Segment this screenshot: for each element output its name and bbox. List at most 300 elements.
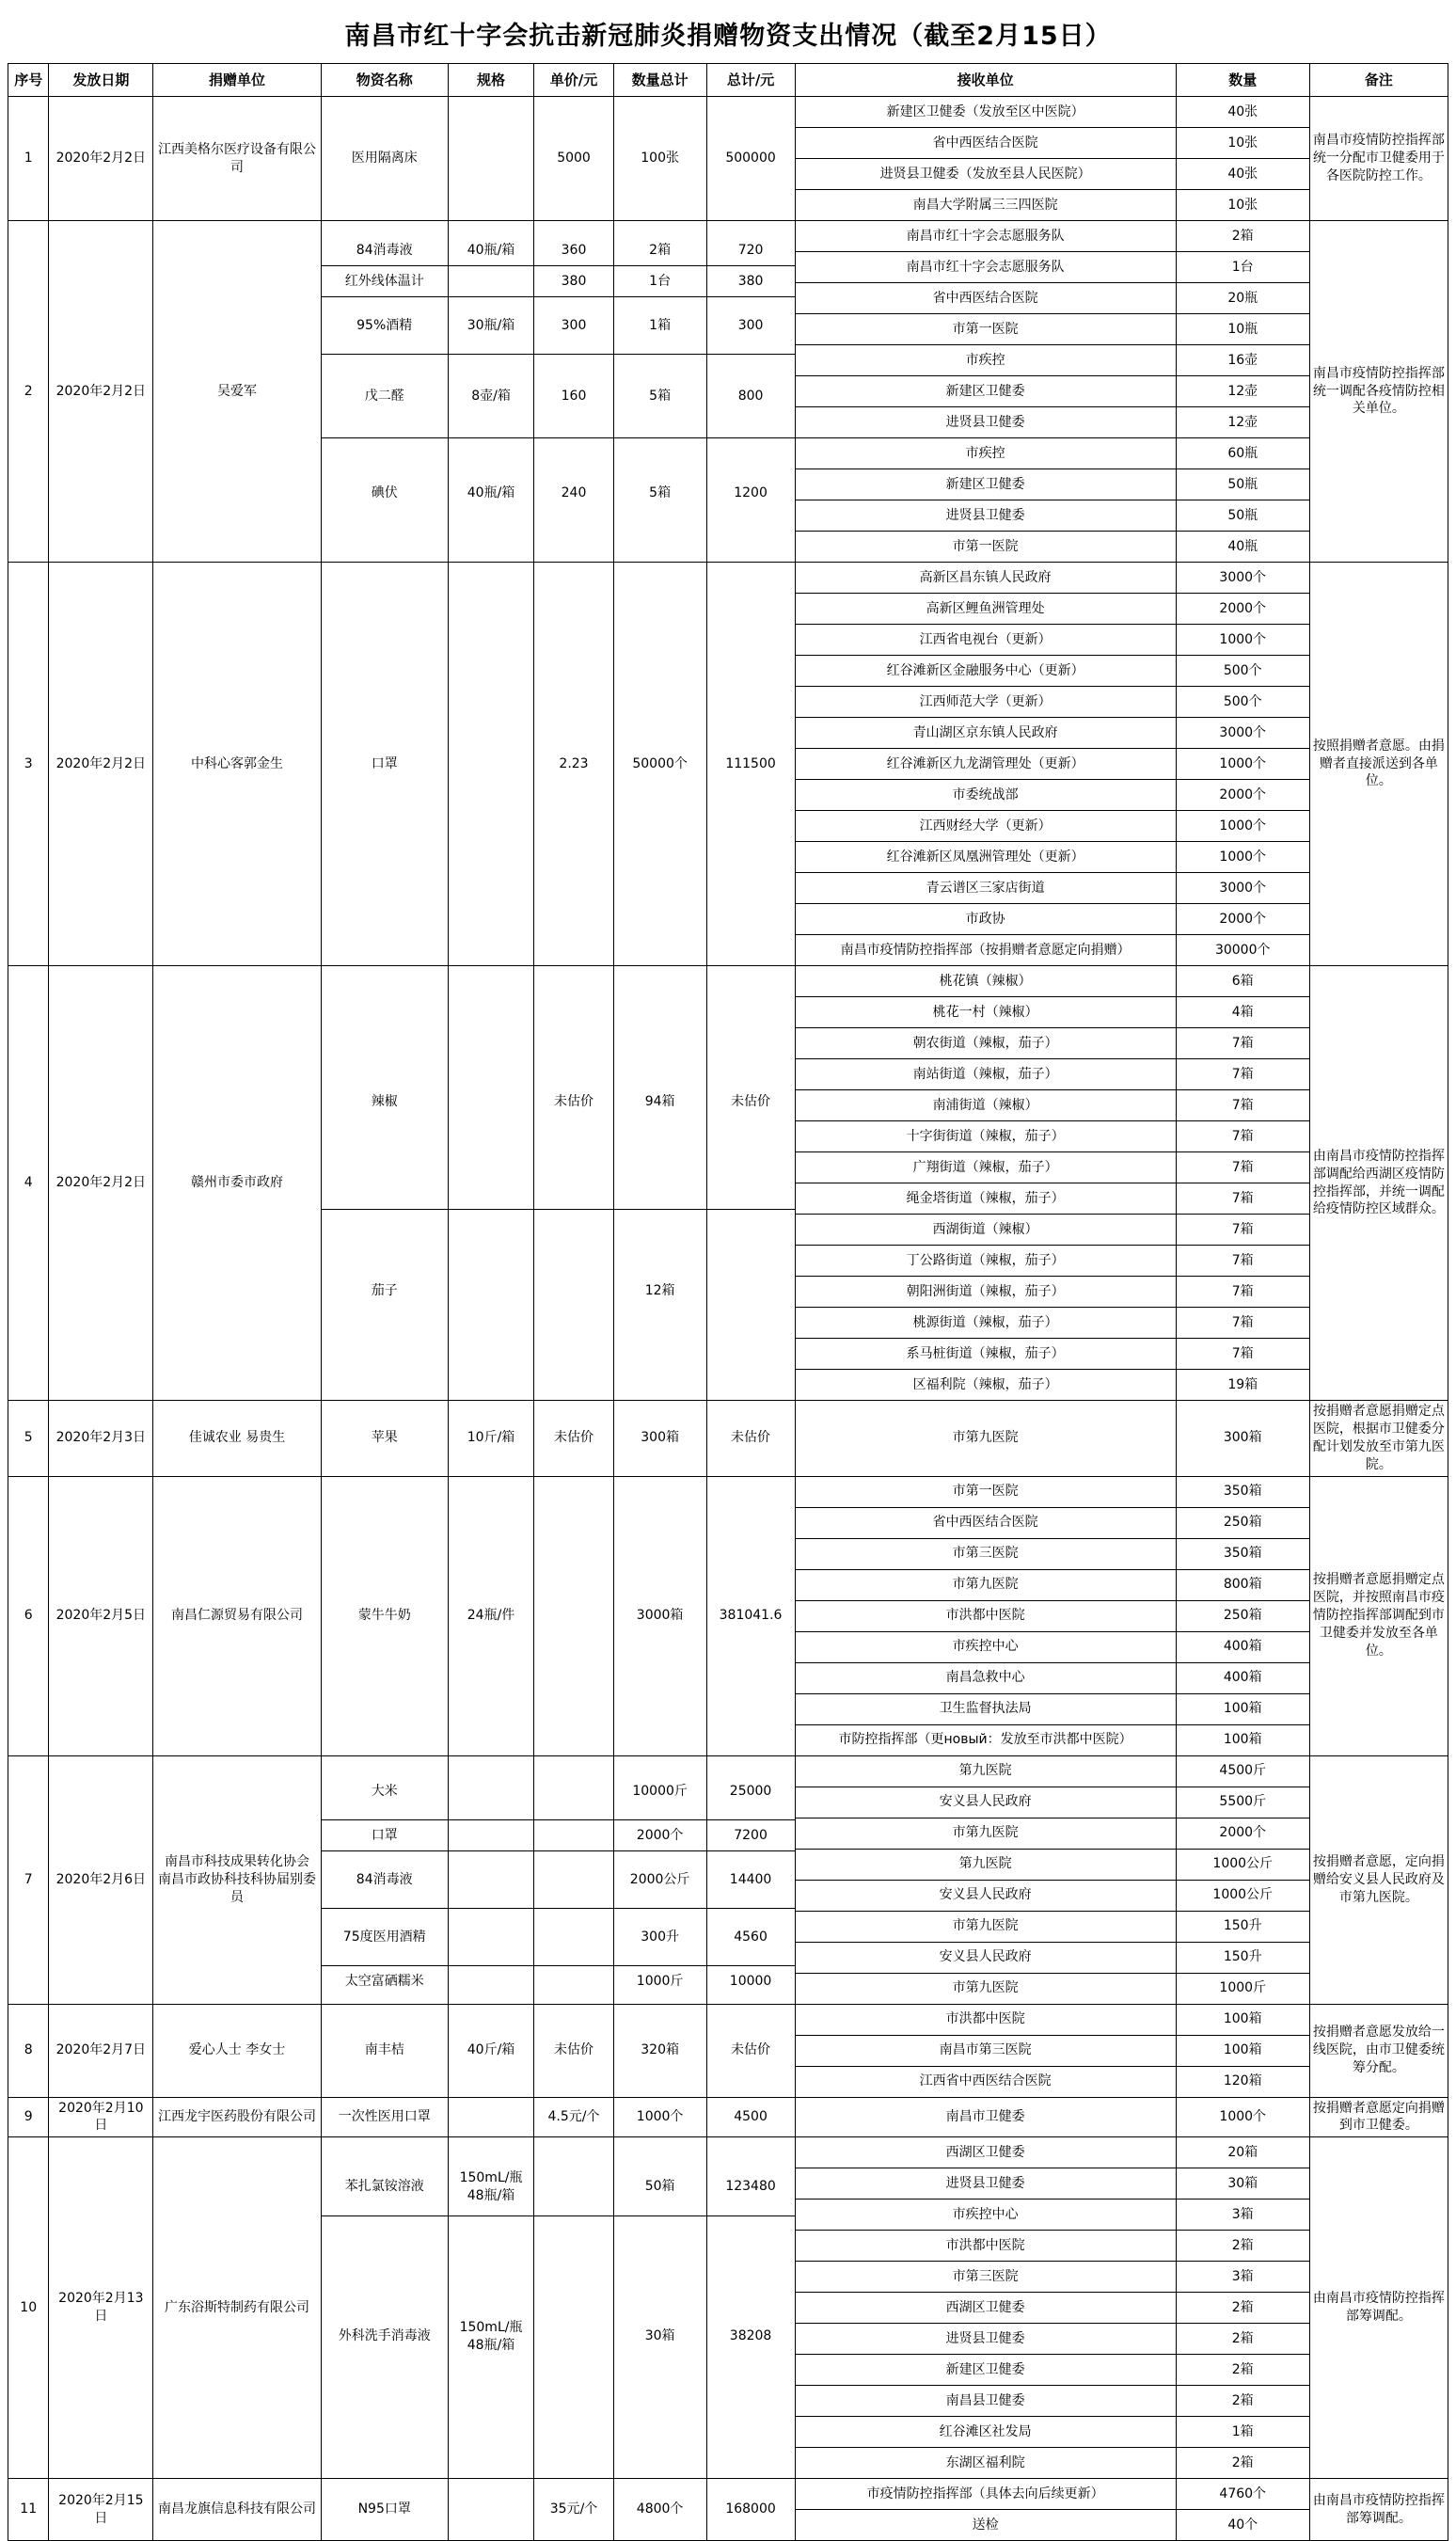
item-quantity: 30箱 xyxy=(614,2215,706,2457)
item-amount-total: 800 xyxy=(707,355,795,438)
receiver-unit: 西湖区卫健委 xyxy=(796,2137,1176,2168)
row-item-specs xyxy=(448,2004,534,2097)
item-unit-price xyxy=(534,1851,612,1909)
row-item-prices xyxy=(534,966,613,1401)
receiver-amount: 2箱 xyxy=(1177,2386,1309,2417)
row-remark: 按捐赠者意愿捐赠定点医院，根据市卫健委分配计划发放至市第九医院。 xyxy=(1309,1401,1448,1477)
row-item-names xyxy=(321,1401,448,1477)
row-no: 10 xyxy=(8,2137,49,2479)
row-item-qty xyxy=(613,1401,706,1477)
item-quantity: 5箱 xyxy=(614,438,706,548)
receiver-amount: 50瓶 xyxy=(1177,500,1309,532)
receiver-unit: 南昌急救中心 xyxy=(796,1662,1176,1693)
row-item-total xyxy=(706,966,795,1401)
item-unit-price xyxy=(534,1210,612,1373)
row-receivers xyxy=(795,2097,1176,2137)
receiver-amount: 4760个 xyxy=(1177,2479,1309,2510)
receiver-amount: 3箱 xyxy=(1177,2262,1309,2293)
row-receivers xyxy=(795,966,1176,1401)
receiver-unit: 市委统战部 xyxy=(796,780,1176,811)
row-item-prices xyxy=(534,2479,613,2541)
receiver-unit: 新建区卫健委 xyxy=(796,2355,1176,2386)
receiver-amount: 3000个 xyxy=(1177,563,1309,594)
col-item-name: 物资名称 xyxy=(321,64,448,97)
item-name: 红外线体温计 xyxy=(322,266,448,297)
table-row xyxy=(8,97,1448,221)
row-item-specs xyxy=(448,1755,534,2004)
item-quantity: 2000个 xyxy=(614,1820,706,1851)
receiver-amount: 6箱 xyxy=(1177,966,1309,997)
item-quantity: 5箱 xyxy=(614,355,706,438)
row-donor: 爱心人士 李女士 xyxy=(153,2004,321,2097)
receiver-unit: 广翔街道（辣椒，茄子） xyxy=(796,1152,1176,1183)
receiver-unit: 红谷滩新区凤凰洲管理处（更新） xyxy=(796,842,1176,873)
receiver-unit: 高新区昌东镇人民政府 xyxy=(796,563,1176,594)
row-date: 2020年2月6日 xyxy=(49,1755,153,2004)
item-amount-total xyxy=(707,1210,795,1373)
receiver-unit: 省中西医结合医院 xyxy=(796,283,1176,314)
receiver-amount: 3000个 xyxy=(1177,873,1309,904)
item-quantity: 12箱 xyxy=(614,1210,706,1373)
item-quantity: 100张 xyxy=(641,151,679,167)
item-amount-total: 381041.6 xyxy=(719,1608,783,1624)
item-quantity: 300升 xyxy=(614,1909,706,1966)
item-name: 蒙牛牛奶 xyxy=(357,1608,411,1624)
row-no: 2 xyxy=(8,221,49,563)
row-item-total xyxy=(706,221,795,563)
item-name: 大米 xyxy=(322,1763,448,1820)
row-item-specs xyxy=(448,221,534,563)
item-name: 84消毒液 xyxy=(322,235,448,266)
receiver-unit: 江西省电视台（更新） xyxy=(796,625,1176,656)
receiver-unit: 西湖区卫健委 xyxy=(796,2293,1176,2324)
col-spec: 规格 xyxy=(448,64,534,97)
item-name: 口罩 xyxy=(322,1820,448,1851)
receiver-amount: 2000个 xyxy=(1177,780,1309,811)
item-quantity: 320箱 xyxy=(641,2042,679,2058)
row-receiver-amounts xyxy=(1176,2137,1309,2479)
table-row xyxy=(8,2004,1448,2097)
receiver-amount: 120箱 xyxy=(1177,2066,1309,2097)
receiver-unit: 新建区卫健委 xyxy=(796,469,1176,500)
receiver-amount: 7箱 xyxy=(1177,1246,1309,1277)
item-unit-price: 300 xyxy=(534,297,612,355)
receiver-unit: 桃花一村（辣椒） xyxy=(796,997,1176,1028)
receiver-unit: 市洪都中医院 xyxy=(796,1600,1176,1631)
receiver-unit: 红谷滩新区九龙湖管理处（更新） xyxy=(796,749,1176,780)
receiver-amount: 1000个 xyxy=(1177,811,1309,842)
receiver-unit: 送检 xyxy=(796,2510,1176,2541)
row-donor: 江西美格尔医疗设备有限公司 xyxy=(153,97,321,221)
item-unit-price xyxy=(534,1909,612,1966)
receiver-amount: 350箱 xyxy=(1177,1477,1309,1508)
row-receivers xyxy=(795,1401,1176,1477)
item-quantity: 1箱 xyxy=(614,297,706,355)
row-donor: 广东浴斯特制药有限公司 xyxy=(153,2137,321,2479)
item-amount-total: 300 xyxy=(707,297,795,355)
item-amount-total: 4560 xyxy=(707,1909,795,1966)
receiver-amount: 4500斤 xyxy=(1177,1756,1309,1787)
row-remark: 由南昌市疫情防控指挥部筹调配。 xyxy=(1309,2479,1448,2541)
item-spec: 10斤/箱 xyxy=(467,1430,515,1446)
receiver-amount: 100箱 xyxy=(1177,2035,1309,2066)
receiver-unit: 市第九医院 xyxy=(796,1818,1176,1849)
row-item-specs xyxy=(448,2137,534,2479)
receiver-unit: 新建区卫健委（发放至区中医院） xyxy=(796,97,1176,128)
receiver-unit: 南昌市第三医院 xyxy=(796,2035,1176,2066)
item-unit-price: 2.23 xyxy=(559,755,589,771)
row-item-specs xyxy=(448,2479,534,2541)
item-spec: 40瓶/箱 xyxy=(449,438,534,548)
receiver-amount: 40张 xyxy=(1177,159,1309,190)
table-row xyxy=(8,1476,1448,1755)
item-unit-price: 未估价 xyxy=(554,1430,594,1446)
item-name: 苯扎氯铵溶液 xyxy=(322,2159,448,2216)
receiver-amount: 1000个 xyxy=(1177,842,1309,873)
receiver-unit: 桃花镇（辣椒） xyxy=(796,966,1176,997)
item-amount-total: 未估价 xyxy=(707,994,795,1210)
receiver-amount: 7箱 xyxy=(1177,1308,1309,1339)
col-remark: 备注 xyxy=(1309,64,1448,97)
row-item-qty xyxy=(613,1476,706,1755)
row-date: 2020年2月10日 xyxy=(49,2097,153,2137)
item-name: 辣椒 xyxy=(322,994,448,1210)
item-spec xyxy=(449,1851,534,1909)
row-date: 2020年2月2日 xyxy=(49,97,153,221)
table-row xyxy=(8,2479,1448,2541)
row-no: 3 xyxy=(8,563,49,966)
row-date: 2020年2月13日 xyxy=(49,2137,153,2479)
row-no: 1 xyxy=(8,97,49,221)
item-unit-price: 35元/个 xyxy=(549,2501,598,2517)
receiver-amount: 150升 xyxy=(1177,1942,1309,1973)
receiver-amount: 100箱 xyxy=(1177,1693,1309,1724)
item-name: 南丰桔 xyxy=(364,2042,404,2058)
row-item-qty xyxy=(613,97,706,221)
item-name: 95%酒精 xyxy=(322,297,448,355)
item-spec xyxy=(449,1909,534,1966)
row-item-names xyxy=(321,1755,448,2004)
receiver-unit: 市疾控中心 xyxy=(796,1631,1176,1662)
row-date: 2020年2月3日 xyxy=(49,1401,153,1477)
item-quantity: 2000公斤 xyxy=(614,1851,706,1909)
col-quantity-total: 数量总计 xyxy=(613,64,706,97)
row-item-specs xyxy=(448,1476,534,1755)
item-quantity: 1000斤 xyxy=(614,1966,706,1997)
row-item-qty xyxy=(613,2137,706,2479)
row-item-total xyxy=(706,2479,795,2541)
row-remark: 按捐赠者意愿捐赠定点医院，并按照南昌市疫情防控指挥部调配到市卫健委并发放至各单位。 xyxy=(1309,1476,1448,1755)
table-row xyxy=(8,2137,1448,2479)
receiver-unit: 市第一医院 xyxy=(796,1477,1176,1508)
item-amount-total: 25000 xyxy=(707,1763,795,1820)
receiver-unit: 江西财经大学（更新） xyxy=(796,811,1176,842)
receiver-amount: 7箱 xyxy=(1177,1277,1309,1308)
row-receivers xyxy=(795,2137,1176,2479)
receiver-unit: 市第九医院 xyxy=(796,1973,1176,2004)
receiver-unit: 桃源街道（辣椒，茄子） xyxy=(796,1308,1176,1339)
receiver-amount: 16壶 xyxy=(1177,345,1309,376)
item-quantity: 1台 xyxy=(614,266,706,297)
col-amount-total: 总计/元 xyxy=(706,64,795,97)
receiver-amount: 12壶 xyxy=(1177,376,1309,407)
receiver-amount: 40瓶 xyxy=(1177,532,1309,563)
receiver-amount: 10张 xyxy=(1177,190,1309,221)
item-unit-price: 未估价 xyxy=(534,994,612,1210)
item-unit-price xyxy=(534,2215,612,2457)
item-spec: 150mL/瓶 48瓶/箱 xyxy=(449,2159,534,2216)
receiver-amount: 800箱 xyxy=(1177,1569,1309,1600)
receiver-amount: 50瓶 xyxy=(1177,469,1309,500)
row-donor: 南昌市科技成果转化协会 南昌市政协科技科协届别委员 xyxy=(153,1755,321,2004)
row-remark: 按捐赠者意愿定向捐赠到市卫健委。 xyxy=(1309,2097,1448,2137)
receiver-unit: 进贤县卫健委 xyxy=(796,2324,1176,2355)
item-name: 75度医用酒精 xyxy=(322,1909,448,1966)
receiver-amount: 2000个 xyxy=(1177,1818,1309,1849)
item-unit-price: 5000 xyxy=(557,151,591,167)
row-no: 9 xyxy=(8,2097,49,2137)
receiver-unit: 安义县人民政府 xyxy=(796,1787,1176,1818)
row-receiver-amounts xyxy=(1176,2479,1309,2541)
receiver-unit: 进贤县卫健委 xyxy=(796,500,1176,532)
row-donor: 吴爱军 xyxy=(153,221,321,563)
receiver-amount: 60瓶 xyxy=(1177,438,1309,469)
row-item-total xyxy=(706,1755,795,2004)
item-name: 碘伏 xyxy=(322,438,448,548)
row-receivers xyxy=(795,1476,1176,1755)
row-item-prices xyxy=(534,563,613,966)
item-amount-total: 4500 xyxy=(734,2109,768,2124)
item-unit-price: 380 xyxy=(534,266,612,297)
receiver-unit: 南昌县卫健委 xyxy=(796,2386,1176,2417)
receiver-amount: 2箱 xyxy=(1177,221,1309,252)
receiver-amount: 500个 xyxy=(1177,656,1309,687)
receiver-unit: 丁公路街道（辣椒，茄子） xyxy=(796,1246,1176,1277)
item-name: 医用隔离床 xyxy=(351,151,418,167)
row-item-prices xyxy=(534,221,613,563)
row-donor: 赣州市委市政府 xyxy=(153,966,321,1401)
row-item-names xyxy=(321,966,448,1401)
receiver-amount: 10瓶 xyxy=(1177,314,1309,345)
receiver-amount: 2箱 xyxy=(1177,2231,1309,2262)
item-unit-price: 240 xyxy=(534,438,612,548)
row-remark: 按捐赠者意愿，定向捐赠给安义县人民政府及市第九医院。 xyxy=(1309,1755,1448,2004)
row-receiver-amounts xyxy=(1176,966,1309,1401)
row-receiver-amounts xyxy=(1176,563,1309,966)
receiver-unit: 市第九医院 xyxy=(952,1430,1019,1446)
receiver-unit: 新建区卫健委 xyxy=(796,376,1176,407)
receiver-amount: 2箱 xyxy=(1177,2355,1309,2386)
item-quantity: 50000个 xyxy=(632,755,688,771)
receiver-amount: 7箱 xyxy=(1177,1059,1309,1090)
item-unit-price xyxy=(534,2159,612,2216)
receiver-unit: 红谷滩新区金融服务中心（更新） xyxy=(796,656,1176,687)
row-date: 2020年2月2日 xyxy=(49,966,153,1401)
item-spec xyxy=(449,1966,534,1997)
row-item-prices xyxy=(534,1476,613,1755)
receiver-unit: 省中西医结合医院 xyxy=(796,1507,1176,1538)
receiver-unit: 市疾控 xyxy=(796,438,1176,469)
receiver-unit: 进贤县卫健委 xyxy=(796,407,1176,438)
item-amount-total: 未估价 xyxy=(731,1430,771,1446)
receiver-amount: 350箱 xyxy=(1177,1538,1309,1569)
receiver-amount: 1000个 xyxy=(1177,749,1309,780)
receiver-amount: 7箱 xyxy=(1177,1339,1309,1370)
receiver-unit: 江西师范大学（更新） xyxy=(796,687,1176,718)
item-name: 苹果 xyxy=(371,1430,398,1446)
row-receivers xyxy=(795,563,1176,966)
item-unit-price xyxy=(534,1820,612,1851)
item-spec: 150mL/瓶 48瓶/箱 xyxy=(449,2215,534,2457)
row-item-qty xyxy=(613,2097,706,2137)
item-unit-price xyxy=(534,1966,612,1997)
col-receiver-amount: 数量 xyxy=(1176,64,1309,97)
table-row xyxy=(8,1755,1448,2004)
item-amount-total: 500000 xyxy=(725,151,776,167)
receiver-unit: 南昌市卫健委 xyxy=(945,2109,1025,2124)
row-item-total xyxy=(706,2137,795,2479)
item-quantity: 2箱 xyxy=(614,235,706,266)
receiver-unit: 市洪都中医院 xyxy=(796,2231,1176,2262)
receiver-amount: 400箱 xyxy=(1177,1662,1309,1693)
receiver-unit: 市疫情防控指挥部（具体去向后续更新） xyxy=(796,2479,1176,2510)
item-name: 戊二醛 xyxy=(322,355,448,438)
receiver-amount: 7箱 xyxy=(1177,1028,1309,1059)
item-amount-total: 未估价 xyxy=(731,2042,771,2058)
item-spec: 40瓶/箱 xyxy=(449,235,534,266)
row-remark: 由南昌市疫情防控指挥部筹调配。 xyxy=(1309,2137,1448,2479)
row-item-qty xyxy=(613,563,706,966)
receiver-unit: 南昌市红十字会志愿服务队 xyxy=(796,221,1176,252)
receiver-amount: 2箱 xyxy=(1177,2324,1309,2355)
row-item-specs xyxy=(448,97,534,221)
item-amount-total: 1200 xyxy=(707,438,795,548)
row-date: 2020年2月2日 xyxy=(49,563,153,966)
item-name: 84消毒液 xyxy=(322,1851,448,1909)
receiver-amount: 40个 xyxy=(1177,2510,1309,2541)
row-donor: 佳诚农业 易贵生 xyxy=(153,1401,321,1477)
row-item-names xyxy=(321,221,448,563)
item-spec xyxy=(449,1763,534,1820)
item-amount-total: 10000 xyxy=(707,1966,795,1997)
receiver-amount: 2箱 xyxy=(1177,2293,1309,2324)
receiver-unit: 市第一医院 xyxy=(796,532,1176,563)
row-item-names xyxy=(321,1476,448,1755)
receiver-unit: 江西省中西医结合医院 xyxy=(796,2066,1176,2097)
row-item-names xyxy=(321,2097,448,2137)
row-item-qty xyxy=(613,2004,706,2097)
row-remark: 南昌市疫情防控指挥部统一分配市卫健委用于各医院防控工作。 xyxy=(1309,97,1448,221)
item-amount-total: 720 xyxy=(707,235,795,266)
row-item-names xyxy=(321,2137,448,2479)
row-no: 5 xyxy=(8,1401,49,1477)
receiver-unit: 市防控指挥部（更новый：发放至市洪都中医院） xyxy=(796,1724,1176,1755)
table-row xyxy=(8,1401,1448,1477)
col-receiver: 接收单位 xyxy=(795,64,1176,97)
col-unit-price: 单价/元 xyxy=(534,64,613,97)
receiver-unit: 进贤县卫健委 xyxy=(796,2168,1176,2200)
receiver-amount: 2000个 xyxy=(1177,904,1309,935)
receiver-amount: 30000个 xyxy=(1177,935,1309,966)
row-donor: 江西龙宇医药股份有限公司 xyxy=(153,2097,321,2137)
row-date: 2020年2月7日 xyxy=(49,2004,153,2097)
receiver-unit: 第九医院 xyxy=(796,1849,1176,1880)
item-spec xyxy=(449,994,534,1210)
row-item-total xyxy=(706,563,795,966)
receiver-unit: 南昌大学附属三三四医院 xyxy=(796,190,1176,221)
item-quantity: 1000个 xyxy=(636,2109,684,2124)
item-spec xyxy=(449,2102,534,2132)
row-item-qty xyxy=(613,966,706,1401)
row-item-prices xyxy=(534,2137,613,2479)
item-spec xyxy=(449,266,534,297)
receiver-amount: 7箱 xyxy=(1177,1090,1309,1121)
table-row xyxy=(8,966,1448,1401)
item-amount-total: 123480 xyxy=(707,2159,795,2216)
receiver-amount: 1000个 xyxy=(1219,2109,1267,2124)
row-item-names xyxy=(321,563,448,966)
row-receivers xyxy=(795,2479,1176,2541)
table-row xyxy=(8,2097,1448,2137)
receiver-unit: 东湖区福利院 xyxy=(796,2448,1176,2479)
row-remark: 按捐赠者意愿发放给一线医院，由市卫健委统筹分配。 xyxy=(1309,2004,1448,2097)
row-no: 11 xyxy=(8,2479,49,2541)
row-remark: 按照捐赠者意愿。由捐赠者直接派送到各单位。 xyxy=(1309,563,1448,966)
receiver-amount: 30箱 xyxy=(1177,2168,1309,2200)
item-spec xyxy=(449,1210,534,1373)
receiver-unit: 青山湖区京东镇人民政府 xyxy=(796,718,1176,749)
receiver-amount: 150升 xyxy=(1177,1911,1309,1942)
receiver-unit: 进贤县卫健委（发放至县人民医院） xyxy=(796,159,1176,190)
receiver-unit: 红谷滩区社发局 xyxy=(796,2417,1176,2448)
col-no: 序号 xyxy=(8,64,49,97)
receiver-amount: 1箱 xyxy=(1177,2417,1309,2448)
item-name: 茄子 xyxy=(322,1210,448,1373)
receiver-unit: 市洪都中医院 xyxy=(796,2005,1176,2036)
item-name: 外科洗手消毒液 xyxy=(322,2215,448,2457)
row-item-prices xyxy=(534,2004,613,2097)
row-no: 6 xyxy=(8,1476,49,1755)
receiver-unit: 安义县人民政府 xyxy=(796,1942,1176,1973)
row-no: 8 xyxy=(8,2004,49,2097)
receiver-unit: 南浦街道（辣椒） xyxy=(796,1090,1176,1121)
item-spec: 30瓶/箱 xyxy=(449,297,534,355)
row-receiver-amounts xyxy=(1176,97,1309,221)
row-remark: 南昌市疫情防控指挥部统一调配各疫情防控相关单位。 xyxy=(1309,221,1448,563)
row-no: 4 xyxy=(8,966,49,1401)
item-amount-total: 380 xyxy=(707,266,795,297)
receiver-unit: 第九医院 xyxy=(796,1756,1176,1787)
row-receivers xyxy=(795,97,1176,221)
receiver-unit: 卫生监督执法局 xyxy=(796,1693,1176,1724)
receiver-amount: 500个 xyxy=(1177,687,1309,718)
row-item-total xyxy=(706,1401,795,1477)
receiver-amount: 5500斤 xyxy=(1177,1787,1309,1818)
receiver-unit: 南昌市红十字会志愿服务队 xyxy=(796,252,1176,283)
item-amount-total: 14400 xyxy=(707,1851,795,1909)
row-item-specs xyxy=(448,563,534,966)
row-item-qty xyxy=(613,221,706,563)
receiver-unit: 市第九医院 xyxy=(796,1911,1176,1942)
row-donor: 南昌仁源贸易有限公司 xyxy=(153,1476,321,1755)
receiver-amount: 250箱 xyxy=(1177,1600,1309,1631)
receiver-amount: 4箱 xyxy=(1177,997,1309,1028)
row-receiver-amounts xyxy=(1176,1755,1309,2004)
item-spec xyxy=(449,1820,534,1851)
row-item-total xyxy=(706,2004,795,2097)
receiver-amount: 3箱 xyxy=(1177,2200,1309,2231)
item-amount-total: 168000 xyxy=(725,2501,776,2517)
